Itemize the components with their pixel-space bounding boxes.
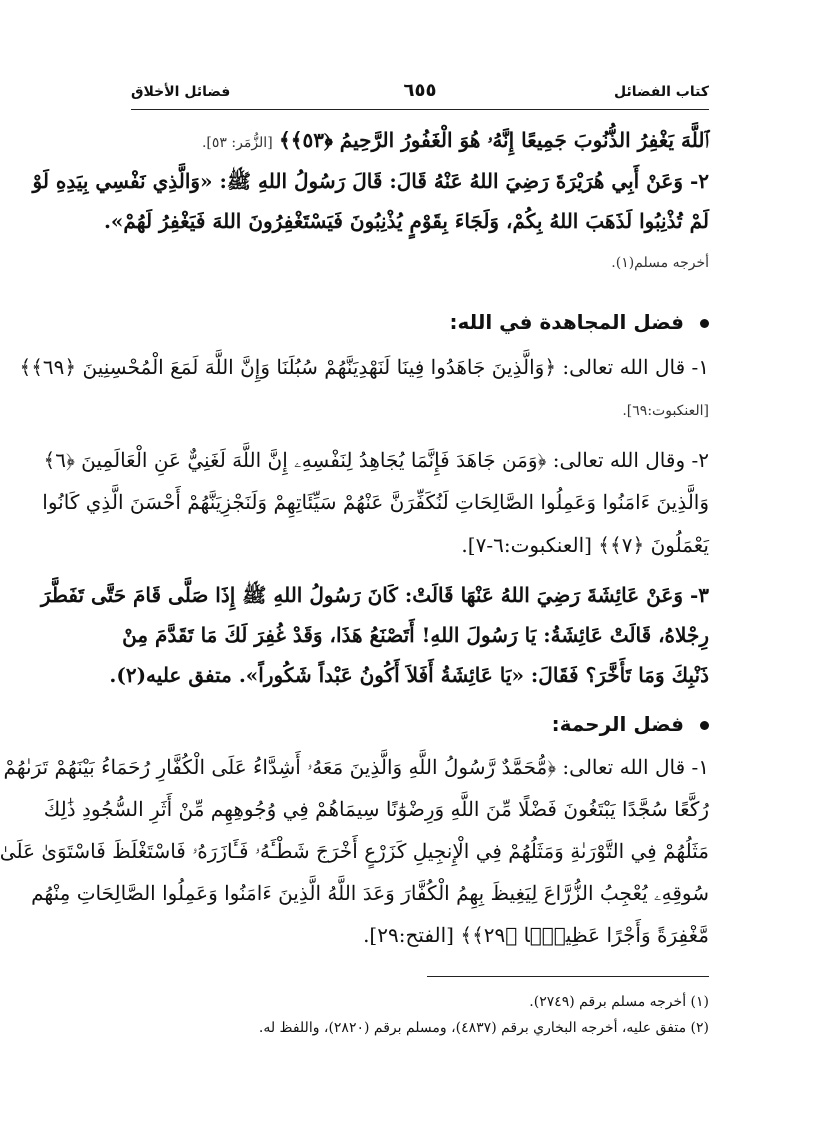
verse-line: سُوقِهِۦ يُعْجِبُ الزُّرَّاعَ لِيَغِيظَ بِهِمُ الْكُفَّارَ وَعَدَ اللَّهُ الَّذِينَ ءَامَنُوا وَعَمِلُوا الصَّالِحَاتِ مِنْهُم [31,881,709,905]
chapter-title: فضائل الأخلاق [131,84,231,100]
section-title: فضل المجاهدة في الله: [449,310,684,334]
header-divider [131,109,709,110]
footnote-divider [427,976,709,977]
running-header [131,80,709,106]
verse-line: مَّغْفِرَةً وَأَجْرًا عَظِيمًۢا ﴿٢٩﴾﴾ [الفتح:٢٩]. [363,923,709,947]
verse-reference: [الزُّمَر: ٥٣]. [201,135,273,151]
verse-line: رُكَّعًا سُجَّدًا يَبْتَغُونَ فَضْلًا مِّنَ اللَّهِ وَرِضْوَٰنًا سِيمَاهُمْ فِي وُجُوهِهِم مِّنْ أَثَرِ السُّجُودِ ذَٰلِكَ [43,797,709,821]
book-title: كتاب الفضائل [614,84,709,100]
hadith-line: لَمْ تُذْنِبُوا لَذَهَبَ اللهُ بِكُمْ، وَلَجَاءَ بِقَوْمٍ يُذْنِبُونَ فَيَسْتَغْفِرُونَ اللهَ فَيَغْفِرُ لَهُمْ». [103,209,709,233]
verse-line: يَعْمَلُونَ ﴿٧﴾﴾ [العنكبوت:٦-٧]. [461,533,709,557]
verse-line: ١- قال الله تعالى: ﴿مُّحَمَّدٌ رَّسُولُ اللَّهِ وَالَّذِينَ مَعَهُۥ أَشِدَّاءُ عَلَى الْكُفَّارِ رُحَمَاءُ بَيْنَهُمْ تَرَىٰهُمْ [3,755,709,779]
verse-reference: [العنكبوت:٦٩]. [622,403,709,419]
section-heading [552,712,709,736]
bullet-icon [700,721,709,730]
section-heading [450,310,709,334]
verse-line: ٢- وقال الله تعالى: ﴿وَمَن جَاهَدَ فَإِنَّمَا يُجَاهِدُ لِنَفْسِهِۦ إِنَّ اللَّهَ لَغَنِيٌّ عَنِ الْعَالَمِينَ ﴿٦﴾ [43,448,709,472]
verse-line: وَالَّذِينَ ءَامَنُوا وَعَمِلُوا الصَّالِحَاتِ لَنُكَفِّرَنَّ عَنْهُمْ سَيِّئَاتِهِمْ وَلَنَجْزِيَنَّهُمْ أَحْسَنَ الَّذِي كَانُوا [42,490,709,514]
verse-line: مَثَلُهُمْ فِي التَّوْرَىٰةِ وَمَثَلُهُمْ فِي الْإِنجِيلِ كَزَرْعٍ أَخْرَجَ شَطْـَٔهُۥ فَـَٔازَرَهُۥ فَاسْتَغْلَظَ فَاسْتَوَىٰ عَلَىٰ [0,839,709,863]
hadith-source: أخرجه مسلم(١). [611,255,709,271]
hadith-line: رِجْلاهُ، قَالَتْ عَائِشَةُ: يَا رَسُولَ اللهِ! أَتَصْنَعُ هَذَا، وَقَدْ غُفِرَ لَكَ مَا تَقَدَّمَ مِنْ [122,623,709,647]
quran-verse: ﭐللَّهَ يَغْفِرُ الذُّنُوبَ جَمِيعًا إِنَّهُۥ هُوَ الْغَفُورُ الرَّحِيمُ ﴿٥٣﴾﴾ [279,128,709,152]
verse-line: ١- قال الله تعالى: ﴿وَالَّذِينَ جَاهَدُوا فِينَا لَنَهْدِيَنَّهُمْ سُبُلَنَا وَإِنَّ اللَّهَ لَمَعَ الْمُحْسِنِينَ ﴿٦٩﴾﴾ [19,355,709,379]
verse-line [131,125,709,158]
bullet-icon [700,319,709,328]
section-title: فضل الرحمة: [551,712,684,736]
footnote: (١) أخرجه مسلم برقم (٢٧٤٩). [529,994,709,1010]
page-number: ٦٥٥ [403,80,437,101]
hadith-line: ذَنْبِكَ وَمَا تَأَخَّرَ؟ فَقَالَ: «يَا عَائِشَةُ أَفَلاَ أَكُونُ عَبْداً شَكُوراً». متفق عليه(٢). [109,663,709,687]
footnote: (٢) متفق عليه، أخرجه البخاري برقم (٤٨٣٧)، ومسلم برقم (٢٨٢٠)، واللفظ له. [258,1020,709,1036]
hadith-line: ٣- وَعَنْ عَائِشَةَ رَضِيَ اللهُ عَنْهَا قَالَتْ: كَانَ رَسُولُ اللهِ ﷺ إِذَا صَلَّى قَامَ حَتَّى تَفَطَّرَ [40,583,709,607]
hadith-line: ٢- وَعَنْ أَبِي هُرَيْرَةَ رَضِيَ اللهُ عَنْهُ قَالَ: قَالَ رَسُولُ اللهِ ﷺ: «وَالَّذِي نَفْسِي بِيَدِهِ لَوْ [32,169,709,193]
